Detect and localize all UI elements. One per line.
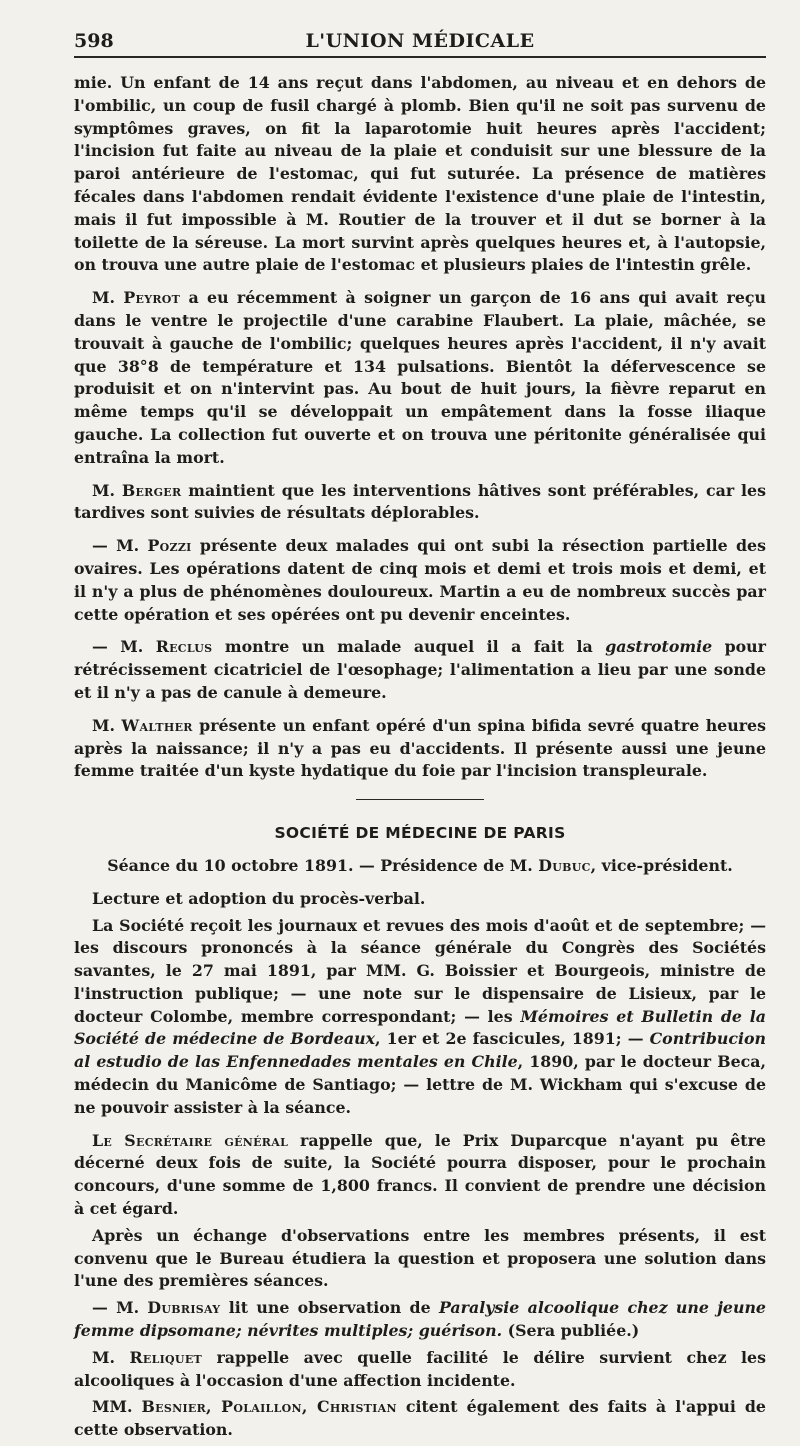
speaker-prefix: M.: [92, 715, 122, 735]
paragraph-berger: [74, 480, 766, 526]
speaker-name: Berger: [121, 480, 182, 500]
paragraph-besnier: [74, 1396, 766, 1442]
paragraph-routier-case: [74, 72, 766, 277]
session-text: Séance du 10 octobre 1891. — Présidence de M.: [107, 855, 539, 875]
speaker-name: Dubrisay: [147, 1298, 221, 1318]
speaker-prefix: M.: [92, 1347, 130, 1367]
speaker-name: Pozzi: [147, 536, 192, 556]
paragraph-text: , 1er et 2e fascicules, 1891; —: [375, 1029, 650, 1049]
speaker-prefix: M.: [92, 480, 122, 500]
paragraph-text: maintient que les interventions hâtives sont préférables, car les tardives sont suivies de résultats déplorables.: [74, 480, 766, 523]
speaker-name: Besnier, Polaillon, Christian: [141, 1397, 397, 1417]
paragraph-correspondence: [74, 915, 766, 1120]
page: [74, 26, 766, 1446]
section-divider: [356, 799, 484, 800]
paragraph-text: présente un enfant opéré d'un spina bifida sevré quatre heures après la naissance; il n'y a pas eu d'accidents. Il présente aussi une jeune femme traitée d'un kyste hydatique du foie par l'incision transpleurale.: [74, 715, 766, 781]
speaker-prefix: — M.: [92, 1298, 148, 1318]
paragraph-text: rappelle avec quelle facilité le délire survient chez les alcooliques à l'occasion d'une affection incidente.: [74, 1347, 766, 1390]
reading-line: Lecture et adoption du procès-verbal.: [92, 888, 426, 908]
speaker-prefix: — M.: [92, 637, 156, 657]
paragraph-text: rappelle que, le Prix Duparcque n'ayant pu être décerné deux fois de suite, la Société pourra disposer, pour le prochain concours, d'une somme de 1,800 francs. Il convient de prendre une décision à cet égard.: [74, 1130, 766, 1219]
journal-title: L'UNION MÉDICALE: [305, 30, 535, 52]
speaker-prefix: M.: [92, 288, 124, 308]
paragraph-text: La Société reçoit les journaux et revues des mois d'août et de septembre; — les discours prononcés à la séance générale du Congrès des Sociétés savantes, le 27 mai 1891, par MM. G. Boissier et Bourgeois, ministre de l'instruction publique; — une note sur le dispensaire de Lisieux, par le docteur Colombe, membre correspondant; — les: [74, 915, 766, 1026]
speaker-prefix: — M.: [92, 536, 148, 556]
page-number: 598: [74, 30, 114, 52]
paragraph-secretary: [74, 1130, 766, 1221]
paragraph-text: montre un malade auquel il a fait la: [212, 637, 606, 657]
speaker-name: Peyrot: [123, 288, 181, 308]
paragraph-walther: [74, 715, 766, 783]
italic-term: gastrotomie: [605, 637, 713, 657]
paragraph-dubrisay: [74, 1297, 766, 1343]
speaker-name: Walther: [121, 715, 193, 735]
italic-title: Mémoires et Bulletin de la Société de médecine de Bordeaux: [74, 1006, 767, 1049]
running-head: [74, 26, 766, 58]
italic-title: Contribucion al estudio de las Enfennedades mentales en Chile: [74, 1029, 766, 1072]
paragraph-reliquet: [74, 1347, 766, 1393]
paragraph-text: lit une observation de: [220, 1298, 439, 1318]
speaker-name: Reliquet: [129, 1347, 202, 1367]
paragraph-text: (Sera publiée.): [502, 1321, 640, 1341]
paragraph-reclus: [74, 636, 766, 704]
section-title: SOCIÉTÉ DE MÉDECINE DE PARIS: [274, 824, 566, 843]
paragraph-text: , 1890, par le docteur Beca, médecin du Manicôme de Santiago; — lettre de M. Wickham qui s'excuse de ne pouvoir assister à la séance.: [74, 1052, 766, 1117]
paragraph-text: citent également des faits à l'appui de cette observation.: [74, 1397, 766, 1440]
session-line: [74, 855, 766, 878]
president-name: Dubuc: [538, 855, 591, 875]
paragraph-text: présente deux malades qui ont subi la résection partielle des ovaires. Les opérations datent de cinq mois et demi et trois mois et demi, et il n'y a plus de phénomènes douloureux. Martin a eu de nombreux succès par cette opération et ses opérées ont pu devenir enceintes.: [74, 536, 766, 624]
paragraph-text: a eu récemment à soigner un garçon de 16 ans qui avait reçu dans le ventre le projectile d'une carabine Flaubert. La plaie, mâchée, se trouvait à gauche de l'ombilic; quelques heures après l'accident, il n'y avait que 38°8 de température et 134 pulsations. Bientôt la défervescence se produisit et on n'intervint pas. Au bout de huit jours, la fièvre reparut en même temps qu'il se développait un empâtement dans la fosse iliaque gauche. La collection fut ouverte et on trouva une péritonite généralisée qui entraîna la mort.: [74, 288, 766, 467]
paragraph-text: pour rétrécissement cicatriciel de l'œsophage; l'alimentation a lieu par une sonde et il n'y a pas de canule à demeure.: [74, 637, 766, 702]
italic-title: Paralysie alcoolique chez une jeune femme dipsomane; névrites multiples; guérison.: [74, 1298, 766, 1341]
article-body: [74, 72, 766, 1442]
paragraph-peyrot: [74, 287, 766, 469]
speaker-name: Reclus: [155, 637, 213, 657]
paragraph-bureau: Après un échange d'observations entre les membres présents, il est convenu que le Bureau étudiera la question et proposera une solution dans l'une des premières séances.: [74, 1225, 766, 1291]
paragraph-text: mie. Un enfant de 14 ans reçut dans l'abdomen, au niveau et en dehors de l'ombilic, un coup de fusil chargé à plomb. Bien qu'il ne soit pas survenu de symptômes graves, on fit la laparotomie huit heures après l'accident; l'incision fut faite au niveau de la plaie et conduisit sur une blessure de la paroi antérieure de l'estomac, qui fut suturée. La présence de matières fécales dans l'abdomen rendait évidente l'existence d'une plaie de l'intestin, mais il fut impossible à M. Routier de la trouver et il dut se borner à la toilette de la séreuse. La mort survint après quelques heures et, à l'autopsie, on trouva une autre plaie de l'estomac et plusieurs plaies de l'intestin grêle.: [74, 73, 766, 275]
speaker-name: Le Secrétaire général: [92, 1130, 289, 1150]
speaker-prefix: MM.: [92, 1397, 142, 1417]
paragraph-pozzi: [74, 535, 766, 626]
session-text: , vice-président.: [590, 855, 733, 875]
